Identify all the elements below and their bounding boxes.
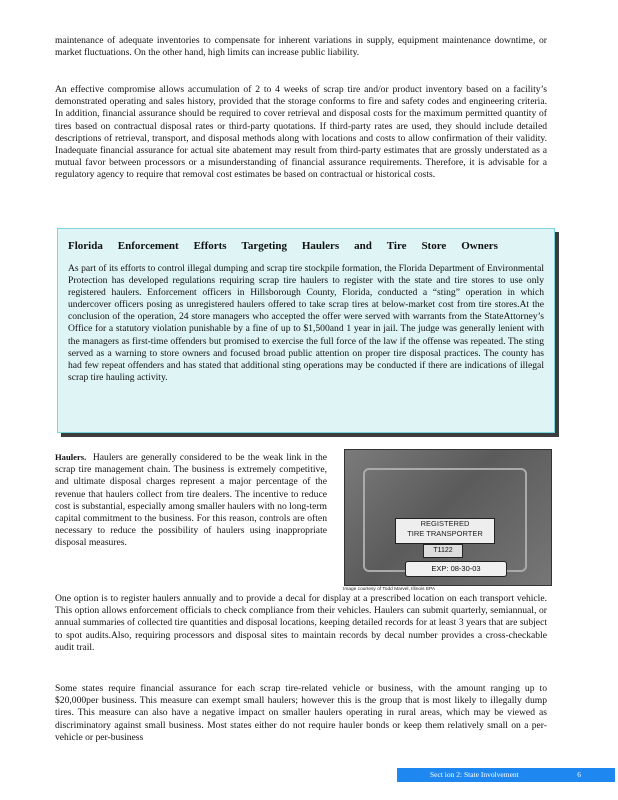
paragraph-registration: One option is to register haulers annually and to provide a decal for display at a prescribed location on each transport vehicle. This option allows enforcement officials to check compliance from their vehicles. Haulers can submit quarterly, semiannual, or annual summaries of collected tire quantities and disposal locations, keeping detailed records for at least 3 years that are subject to spot audits.Also, requiring processors and disposal sites to maintain records by decal number provides a cross-checkable audit trail. — [55, 593, 547, 653]
title-word: Haulers — [301, 240, 340, 252]
haulers-heading: Haulers. — [55, 452, 87, 462]
paragraph-financial-assurance: Some states require financial assurance for each scrap tire-related vehicle or business, with the amount ranging up to $20,000per business. This measure can exempt small haulers; however this is the group that is most likely to illegally dump tires. This measure can also have a negative impact on smaller haulers operating in rural areas, which may be viewed as discriminatory against small business. Most states either do not require hauler bonds or keep them relatively small on a per-vehicle or per-business — [55, 683, 547, 743]
callout-body: As part of its efforts to control illegal dumping and scrap tire stockpile formation, the Florida Department of Environmental Protection has developed regulations requiring scrap tire haulers to register with the state and tire stores to use only registered haulers. Enforcement officers in Hillsborough County, Florida, conducted a “sting” operation in which undercover officers posing as unregistered haulers offered to take scrap tires at below-market cost from tire stores.At the conclusion of the operation, 24 store managers who accepted the offer were served with warrants from the StateAttorney’s Office for a statutory violation punishable by a fine of up to $1,500and 1 year in jail. The judge was generally lenient with the managers as first-time offenders but promised to exercise the full force of the law if the offense was repeated. The sting served as a warning to store owners and focused broad public attention on proper tire disposal practices. The county has had few repeat offenders and has stated that additional sting operations may be conducted if there are indications of illegal scrap tire hauling activity. — [68, 263, 544, 383]
photo-caption: Image courtesy of Todd Marvel, Illinois EPA — [343, 587, 436, 592]
title-word: and — [354, 240, 372, 252]
footer-bar — [397, 768, 615, 782]
decal-expiration: EXP: 08-30-03 — [405, 561, 507, 577]
paragraph-inventory: maintenance of adequate inventories to compensate for inherent variations in supply, equipment maintenance downtime, or market fluctuations. On the other hand, high limits can increase public liability. — [55, 35, 547, 59]
title-word: Enforcement — [117, 240, 179, 252]
title-word: Store — [421, 240, 447, 252]
title-word: Owners — [461, 240, 498, 252]
callout-title — [68, 240, 498, 252]
title-word: Tire — [386, 240, 407, 252]
title-word: Florida — [68, 240, 103, 252]
decal-line2: TIRE TRANSPORTER — [407, 529, 483, 538]
title-word: Efforts — [193, 240, 227, 252]
decal-line1: REGISTERED — [420, 519, 470, 528]
footer-section: Sect ion 2: State Involvement — [430, 770, 519, 779]
paragraph-compromise: An effective compromise allows accumulation of 2 to 4 weeks of scrap tire and/or product inventory based on a facility’s demonstrated operating and sales history, provided that the storage conforms to fire and safety codes and engineering criteria. In addition, financial assurance should be required to cover retrieval and disposal costs for the maximum permitted quantity of tires based on contractual disposal rates or third-party quotations. If third-party rates are used, they should include detailed descriptions of retrieval, transport, and disposal methods along with locations and costs to allow confirmation of their validity. Inadequate financial assurance for actual site abatement may result from third-party estimates that are grossly understated as a mutual favor between processors or a misunderstanding of financial assurance requirements. Therefore, it is advisable for a regulatory agency to require that removal cost estimates be based on contractual or historical costs. — [55, 84, 547, 181]
haulers-text: Haulers are generally considered to be the weak link in the scrap tire management chain. The business is extremely competitive, and ultimate disposal charges represent a major percentage of the revenue that haulers collect from tire dealers. The incentive to reduce cost is substantial, especially among smaller haulers with no long-term capital commitment to the business. For this reason, controls are often necessary to reduce the possibility of haulers using inappropriate disposal measures. — [55, 452, 327, 549]
decal-number: T1122 — [423, 544, 463, 558]
decal-photo — [344, 449, 552, 586]
paragraph-haulers — [55, 451, 327, 550]
page-number: 6 — [577, 770, 581, 779]
decal-label — [395, 518, 495, 544]
callout-box — [57, 228, 555, 433]
title-word: Targeting — [241, 240, 287, 252]
